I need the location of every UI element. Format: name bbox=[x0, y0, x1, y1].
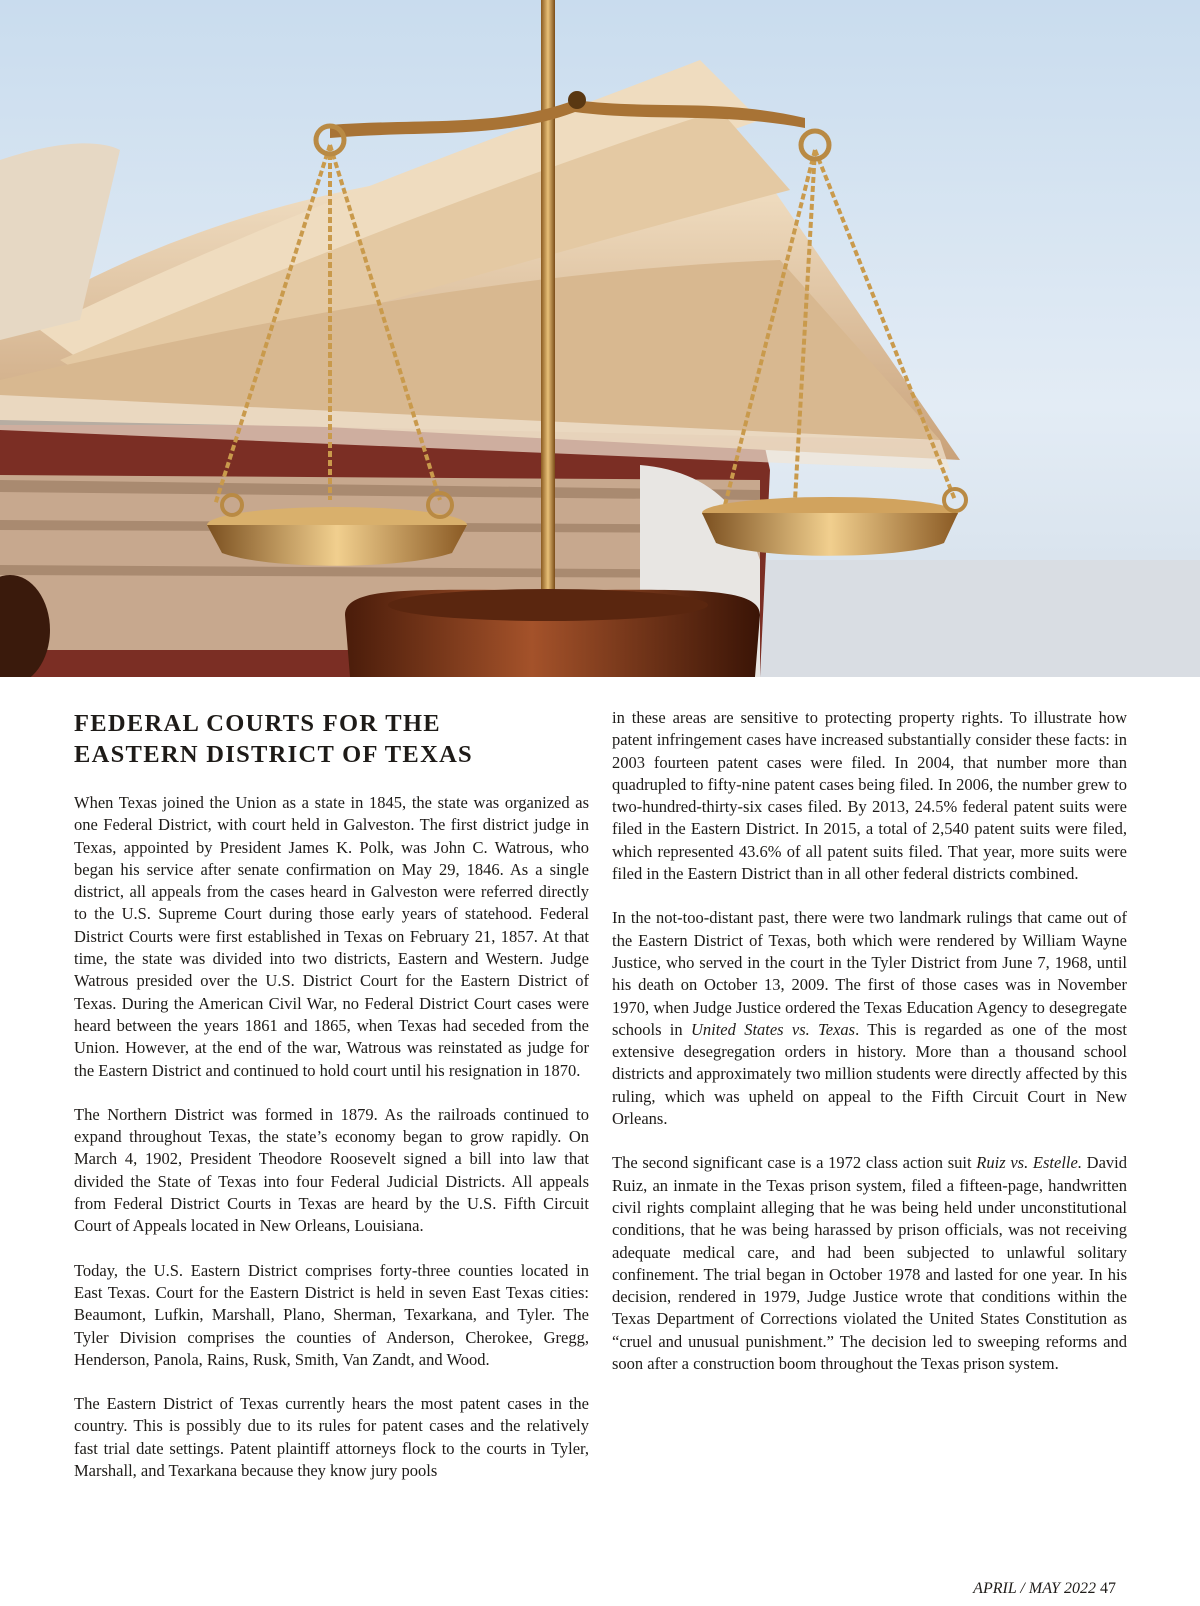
landmark-text-start: In the not-too-distant past, there were two landmark rulings that came out of the Eastern District of Texas, both which were rendered by William Wayne Justice, who served in the court in the Tyler District from June 7, 1968, until his death on October 13, 2009. The first of those cases was in November 1970, when Judge Justice ordered the Texas Education Agency to desegregate schools in bbox=[612, 908, 1127, 1039]
article-title-line-2: EASTERN DISTRICT OF TEXAS bbox=[74, 741, 473, 768]
paragraph-patent-statistics: in these areas are sensitive to protecting property rights. To illustrate how patent infringement cases have increased substantially consider these facts: in 2003 fourteen patent cases were filed. In 2004, that number more than quadrupled to fifty-nine patent cases being filed. In 2006, the number grew to two-hundred-thirty-six cases filed. By 2013, 24.5% federal patent suits were filed in the Eastern District. In 2015, a total of 2,540 patent suits were filed, which represented 43.6% of all patent suits filed. That year, more suits were filed in the Eastern District than in all other federal districts combined. bbox=[612, 708, 1127, 884]
case-name-ruiz-vs-estelle: Ruiz vs. Estelle. bbox=[976, 1153, 1082, 1173]
paragraph-northern-district: The Northern District was formed in 1879. As the railroads continued to expand throughout Texas, the state’s economy began to grow rapidly. On March 4, 1902, President Theodore Roosevelt signed a bill into law that divided the State of Texas into four Federal Judicial Districts. All appeals from Federal District Courts in Texas are heard by the U.S. Fifth Circuit Court of Appeals located in New Orleans, Louisiana. bbox=[74, 1104, 589, 1236]
article-column-left bbox=[74, 708, 589, 1504]
paragraph-landmark-rulings bbox=[612, 907, 1127, 1130]
case-name-united-states-vs-texas: United States vs. Texas bbox=[690, 1019, 856, 1039]
hero-image bbox=[0, 0, 1200, 677]
article-column-right bbox=[612, 707, 1127, 1397]
ruiz-text-start: The second significant case is a 1972 class action suit bbox=[612, 1153, 977, 1173]
article-title bbox=[74, 708, 589, 770]
article-title-line-1: FEDERAL COURTS FOR THE bbox=[74, 710, 441, 737]
issue-date: APRIL / MAY 2022 bbox=[973, 1580, 1096, 1597]
page-number: 47 bbox=[1100, 1580, 1116, 1597]
paragraph-ruiz-case bbox=[612, 1152, 1127, 1375]
landmark-text-end: . This is regarded as one of the most extensive desegregation orders in history. More than a thousand school districts and approximately two million students were directly affected by this ruling, which was upheld on appeal to the Fifth Circuit Court in New Orleans. bbox=[612, 1019, 1128, 1129]
page-footer bbox=[973, 1580, 1116, 1598]
paragraph-patent-cases: The Eastern District of Texas currently hears the most patent cases in the country. This is possibly due to its rules for patent cases and the relatively fast trial date settings. Patent plaintiff attorneys flock to the courts in Tyler, Marshall, and Texarkana because they know jury pools bbox=[74, 1394, 589, 1481]
scales-of-justice-over-books-icon bbox=[0, 0, 1200, 677]
paragraph-statehood: When Texas joined the Union as a state in 1845, the state was organized as one Federal District, with court held in Galveston. The first district judge in Texas, appointed by President James K. Polk, was John C. Watrous, who began his service after senate confirmation on May 29, 1846. As a single district, all appeals from the cases heard in Galveston were referred directly to the U.S. Supreme Court during those early years of statehood. Federal District Courts were first established in Texas on February 21, 1857. At that time, the state was divided into two districts, Eastern and Western. Judge Watrous presided over the U.S. District Court for the Eastern District of Texas. During the American Civil War, no Federal District Court cases were heard between the years 1861 and 1865, when Texas had seceded from the Union. However, at the end of the war, Watrous was reinstated as judge for the Eastern District and continued to hold court until his resignation in 1870. bbox=[74, 793, 589, 1080]
paragraph-eastern-counties: Today, the U.S. Eastern District comprises forty-three counties located in East Texas. Court for the Eastern District is held in seven East Texas cities: Beaumont, Lufkin, Marshall, Plano, Sherman, Texarkana, and Tyler. The Tyler Division comprises the counties of Anderson, Cherokee, Gregg, Henderson, Panola, Rains, Rusk, Smith, Van Zandt, and Wood. bbox=[74, 1260, 589, 1369]
ruiz-text-end: David Ruiz, an inmate in the Texas prison system, filed a fifteen-page, handwritten civil rights complaint alleging that he was being held under unconstitutional conditions, that he was being harassed by prison officials, was not receiving adequate medical care, and had been subjected to unlawful solitary confinement. The trial began in October 1978 and lasted for one year. In his decision, rendered in 1979, Judge Justice wrote that conditions within the Texas Department of Corrections violated the United States Constitution as “cruel and unusual punishment.” The decision led to sweeping reforms and soon after a construction boom throughout the Texas prison system. bbox=[612, 1153, 1127, 1374]
